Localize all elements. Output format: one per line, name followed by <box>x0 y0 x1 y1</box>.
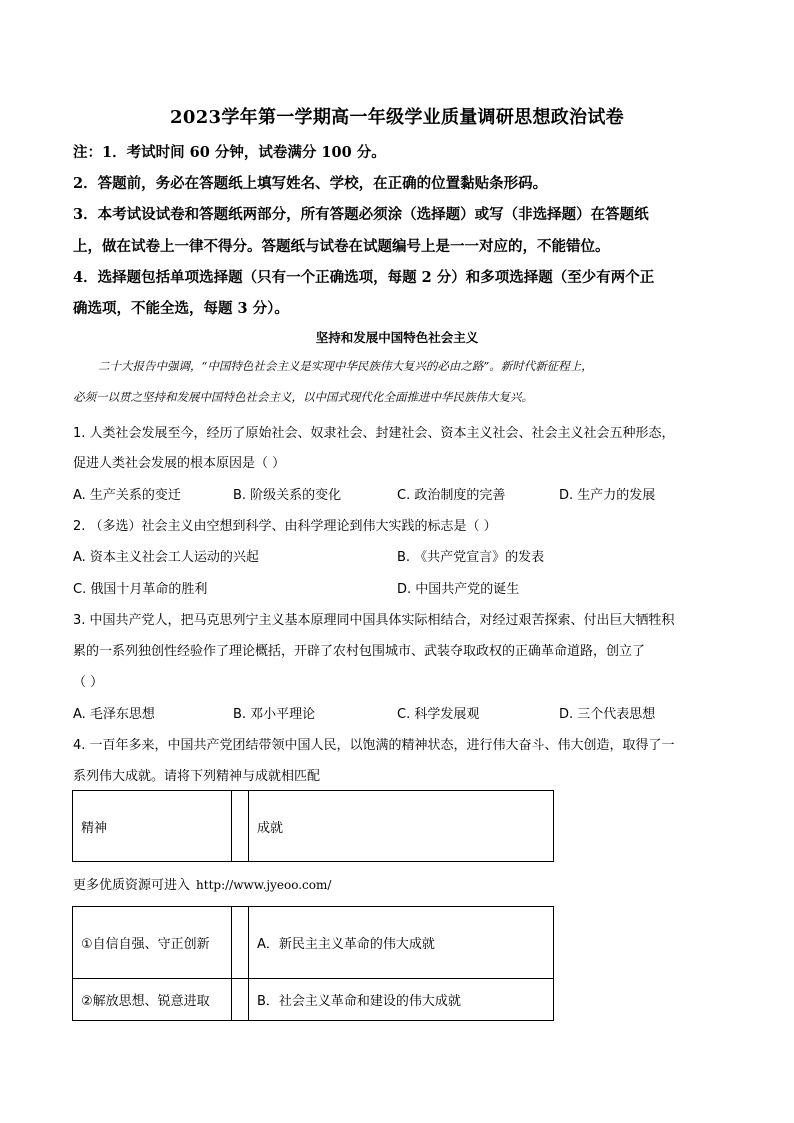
question-1-stem: 1. 人类社会发展至今，经历了原始社会、奴隶社会、封建社会、资本主义社会、社会主义社会五种形态， <box>73 426 675 441</box>
question-1-stem: 促进人类社会发展的根本原因是（ ） <box>73 456 286 471</box>
note-line: 确选项，不能全选，每题 3 分）。 <box>73 300 289 317</box>
more-resources-label: 更多优质资源可进入 <box>73 878 191 893</box>
note-line: 2．答题前，务必在答题纸上填写姓名、学校，在正确的位置黏贴条形码。 <box>73 175 548 192</box>
question-4-stem: 4. 一百年多来，中国共产党团结带领中国人民，以饱满的精神状态，进行伟大奋斗、伟大创造，取得了一 <box>73 738 675 753</box>
question-2-option-b: B. 《共产党宣言》的发表 <box>397 550 545 565</box>
table-row <box>73 979 554 1021</box>
note-line: 上，做在试卷上一律不得分。答题纸与试卷在试题编号上是一一对应的，不能错位。 <box>73 238 610 255</box>
question-2-option-c: C. 俄国十月革命的胜利 <box>73 582 208 597</box>
section-title: 坚持和发展中国特色社会主义 <box>315 330 479 345</box>
question-3-stem: 累的一系列独创性经验作了理论概括，开辟了农村包围城市、武装夺取政权的正确革命道路，创立了 <box>73 644 646 659</box>
table-divider <box>232 979 249 1021</box>
table-row <box>73 907 554 979</box>
intro-line: 二十大报告中强调，“中国特色社会主义是实现中华民族伟大复兴的必由之路”。新时代新征程上， <box>98 359 593 373</box>
question-3-stem: 3. 中国共产党人，把马克思列宁主义基本原理同中国具体实际相结合，对经过艰苦探索、付出巨大牺牲积 <box>73 613 675 628</box>
question-1-option-d: D. 生产力的发展 <box>559 488 656 503</box>
exam-title: 2023学年第一学期高一年级学业质量调研思想政治试卷 <box>170 107 624 128</box>
question-3-option-d: D. 三个代表思想 <box>559 707 656 722</box>
matching-table-header <box>72 790 554 862</box>
header-achievement: 成就 <box>249 791 554 862</box>
header-spirit: 精神 <box>73 791 232 862</box>
question-2-stem: 2. （多选）社会主义由空想到科学、由科学理论到伟大实践的标志是（ ） <box>73 519 497 534</box>
question-1-option-c: C. 政治制度的完善 <box>397 488 506 503</box>
note-line: 4．选择题包括单项选择题（只有一个正确选项，每题 2 分）和多项选择题（至少有两个正 <box>73 269 655 286</box>
more-resources-link[interactable]: http://www.jyeoo.com/ <box>196 878 332 892</box>
question-3-option-c: C. 科学发展观 <box>397 707 480 722</box>
achievement-cell: A．新民主主义革命的伟大成就 <box>249 907 554 979</box>
question-3-option-b: B. 邓小平理论 <box>233 707 316 722</box>
table-divider <box>232 907 249 979</box>
question-1-option-b: B. 阶级关系的变化 <box>233 488 342 503</box>
question-3-option-a: A. 毛泽东思想 <box>73 707 155 722</box>
question-3-stem: （ ） <box>73 675 104 690</box>
spirit-cell: ②解放思想、锐意进取 <box>73 979 232 1021</box>
spirit-cell: ①自信自强、守正创新 <box>73 907 232 979</box>
matching-table <box>72 906 554 1021</box>
achievement-cell: B．社会主义革命和建设的伟大成就 <box>249 979 554 1021</box>
question-2-option-d: D. 中国共产党的诞生 <box>397 582 520 597</box>
note-line: 注：1．考试时间 60 分钟，试卷满分 100 分。 <box>73 144 386 161</box>
note-line: 3．本考试设试卷和答题纸两部分，所有答题必须涂（选择题）或写（非选择题）在答题纸 <box>73 206 649 223</box>
question-2-option-a: A. 资本主义社会工人运动的兴起 <box>73 550 259 565</box>
table-divider <box>232 791 249 862</box>
question-1-option-a: A. 生产关系的变迁 <box>73 488 181 503</box>
more-resources <box>73 874 331 893</box>
question-4-stem: 系列伟大成就。请将下列精神与成就相匹配 <box>73 769 321 784</box>
intro-line: 必须一以贯之坚持和发展中国特色社会主义，以中国式现代化全面推进中华民族伟大复兴。 <box>73 390 533 404</box>
